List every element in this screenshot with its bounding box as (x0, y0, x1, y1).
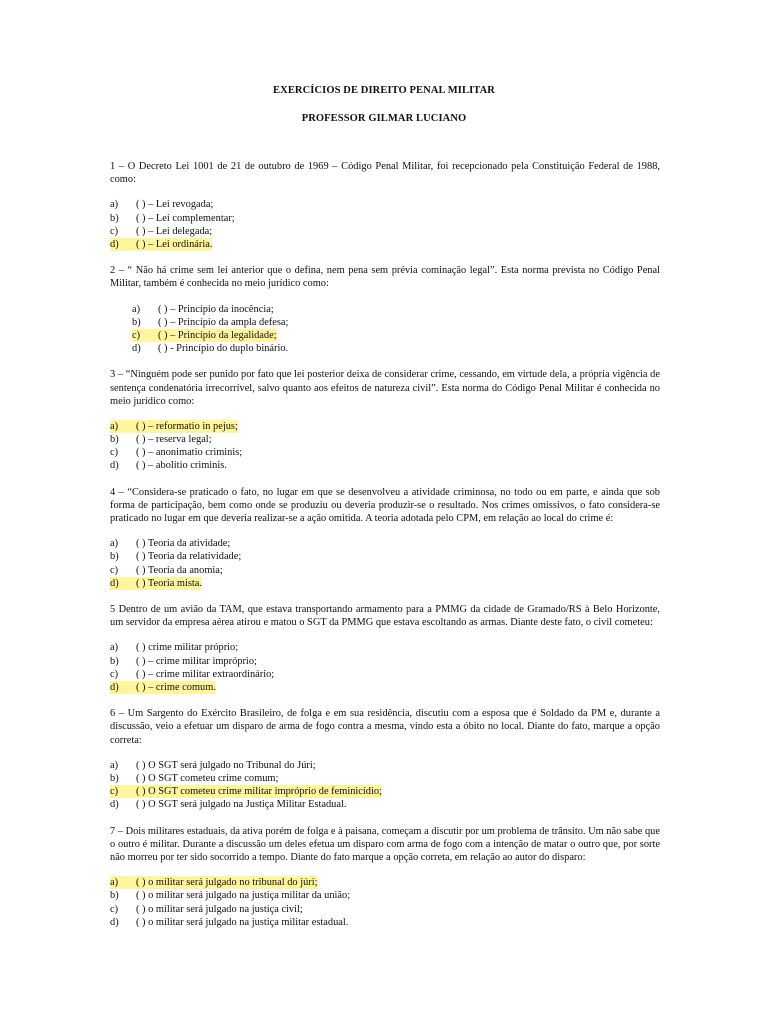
option-text: ( ) – abolitio criminis. (136, 460, 227, 472)
option-text: ( ) o militar será julgado na justiça militar estadual. (136, 916, 349, 928)
option-d[interactable] (132, 342, 660, 355)
option-text: ( ) o militar será julgado na justiça militar da união; (136, 890, 351, 902)
option-list (110, 641, 660, 694)
option-letter: d) (110, 577, 136, 590)
option-d[interactable] (110, 916, 660, 929)
option-letter: b) (110, 772, 119, 784)
option-letter: c) (110, 785, 136, 798)
option-text: ( ) O SGT será julgado no Tribunal do Júri; (136, 759, 316, 771)
option-a[interactable] (110, 537, 660, 550)
option-a[interactable] (132, 303, 660, 316)
option-d-highlighted[interactable] (110, 681, 660, 694)
option-b[interactable] (110, 433, 660, 446)
option-letter: d) (110, 799, 119, 811)
option-c[interactable] (110, 225, 660, 238)
option-b[interactable] (110, 889, 660, 902)
option-letter: b) (110, 212, 119, 224)
option-a[interactable] (110, 759, 660, 772)
option-text: ( ) – crime militar impróprio; (136, 655, 257, 667)
option-letter: a) (110, 759, 119, 771)
option-letter: d) (110, 460, 119, 472)
option-text: ( ) O SGT cometeu crime militar impróprio de feminicídio; (136, 786, 382, 798)
option-text: ( ) Teoria mista. (136, 577, 203, 589)
option-letter: c) (110, 903, 119, 915)
option-text: ( ) – Lei complementar; (136, 212, 235, 224)
option-letter: c) (110, 564, 119, 576)
questions-list (110, 160, 660, 942)
document-subtitle: PROFESSOR GILMAR LUCIANO (301, 113, 467, 124)
option-text: ( ) – Lei ordinária. (136, 238, 213, 250)
option-text: ( ) – Princípio da ampla defesa; (158, 316, 289, 328)
option-c-highlighted[interactable] (110, 785, 660, 798)
question-5 (110, 603, 660, 694)
option-c[interactable] (110, 668, 660, 681)
option-d[interactable] (110, 459, 660, 472)
option-letter: c) (110, 447, 119, 459)
option-letter: a) (110, 420, 136, 433)
option-d-highlighted[interactable] (110, 577, 660, 590)
option-b[interactable] (132, 316, 660, 329)
option-b[interactable] (110, 655, 660, 668)
option-letter: a) (110, 642, 119, 654)
option-text: ( ) o militar será julgado na justiça civil; (136, 903, 303, 915)
question-4 (110, 486, 660, 590)
option-letter: b) (110, 890, 119, 902)
question-text: 1 – O Decreto Lei 1001 de 21 de outubro de 1969 – Código Penal Militar, foi recepcionado pela Constituição Federal de 1988, como: (110, 161, 660, 186)
option-list (110, 876, 660, 929)
question-6 (110, 707, 660, 811)
option-text: ( ) – anonimatio criminis; (136, 447, 243, 459)
option-a-highlighted[interactable] (110, 876, 660, 889)
option-c[interactable] (110, 564, 660, 577)
option-c-highlighted[interactable] (132, 329, 660, 342)
option-letter: d) (110, 681, 136, 694)
option-text: ( ) O SGT será julgado na Justiça Militar Estadual. (136, 799, 347, 811)
option-list (110, 537, 660, 590)
question-text: 3 – “Ninguém pode ser punido por fato que lei posterior deixa de considerar crime, cessando, em virtude dela, a própria vigência de sentença condenatória irrecorrível, salvo quanto aos efeitos de natureza civil”. Esta norma do Código Penal Militar é conhecida no meio jurídico como: (110, 369, 660, 407)
option-letter: d) (132, 343, 141, 355)
document-title: EXERCÍCIOS DE DIREITO PENAL MILITAR (273, 85, 495, 96)
option-letter: a) (110, 538, 119, 550)
option-letter: b) (110, 655, 119, 667)
option-text: ( ) – Lei delegada; (136, 225, 213, 237)
option-d[interactable] (110, 798, 660, 811)
option-text: ( ) O SGT cometeu crime comum; (136, 772, 279, 784)
option-b[interactable] (110, 212, 660, 225)
option-letter: d) (110, 238, 136, 251)
question-3 (110, 368, 660, 472)
option-text: ( ) – crime militar extraordinário; (136, 668, 275, 680)
question-2 (110, 264, 660, 355)
option-text: ( ) Teoria da atividade; (136, 538, 231, 550)
question-7 (110, 825, 660, 929)
question-1 (110, 160, 660, 251)
option-text: ( ) – Princípio da legalidade; (158, 329, 277, 341)
option-letter: c) (110, 668, 119, 680)
option-text: ( ) Teoria da anomia; (136, 564, 223, 576)
option-letter: a) (110, 876, 136, 889)
option-letter: a) (110, 199, 119, 211)
option-letter: a) (132, 303, 141, 315)
option-letter: c) (110, 225, 119, 237)
option-a[interactable] (110, 198, 660, 211)
option-text: ( ) – Lei revogada; (136, 199, 214, 211)
option-letter: d) (110, 916, 119, 928)
option-c[interactable] (110, 446, 660, 459)
option-list (110, 303, 660, 356)
option-list (110, 420, 660, 473)
option-text: ( ) - Princípio do duplo binário. (158, 343, 289, 355)
option-list (110, 198, 660, 251)
option-letter: b) (132, 316, 141, 328)
question-text: 7 – Dois militares estaduais, da ativa porém de folga e à paisana, começam a discutir por um problema de trânsito. Um não sabe que o outro é militar. Durante a discussão um deles efetua um disparo com arma de fogo com a intenção de matar o outro que, por sorte não morreu por ter sido socorrido a tempo. Diante do fato marque a opção correta, em relação ao autor do disparo: (110, 825, 660, 863)
option-b[interactable] (110, 550, 660, 563)
option-text: ( ) – crime comum. (136, 682, 216, 693)
option-c[interactable] (110, 903, 660, 916)
option-text: ( ) o militar será julgado no tribunal do júri; (136, 877, 318, 889)
option-d-highlighted[interactable] (110, 238, 660, 251)
option-a[interactable] (110, 641, 660, 654)
option-a-highlighted[interactable] (110, 420, 660, 433)
question-text: 4 – “Considera-se praticado o fato, no lugar em que se desenvolveu a atividade criminosa, no todo ou em parte, e ainda que sob forma de participação, bem como onde se produziu ou deveria produzir-se o resultado. Nos crimes omissivos, o fato considera-se praticado no lugar em que deveria realizar-se a ação omitida. A teoria adotada pelo CPM, em relação ao local do crime é: (110, 486, 660, 525)
option-text: ( ) – reserva legal; (136, 434, 212, 446)
option-b[interactable] (110, 772, 660, 785)
option-text: ( ) – reformatio in pejus; (136, 420, 238, 432)
option-letter: b) (110, 551, 119, 563)
option-list (110, 759, 660, 812)
question-text: 2 – “ Não há crime sem lei anterior que o defina, nem pena sem prévia cominação legal”. Esta norma prevista no Código Penal Militar, também é conhecida no meio jurídico como: (110, 265, 660, 290)
option-text: ( ) Teoria da relatividade; (136, 551, 242, 563)
option-text: ( ) – Princípio da inocência; (158, 303, 274, 315)
question-text: 6 – Um Sargento do Exército Brasileiro, de folga e em sua residência, discutiu com a esposa que é Soldado da PM e, durante a discussão, veio a efetuar um disparo de arma de fogo contra a mesma, vindo esta a óbito no local. Diante do fato, marque a opção correta: (110, 708, 660, 746)
option-letter: c) (132, 329, 158, 342)
option-letter: b) (110, 434, 119, 446)
option-text: ( ) crime militar próprio; (136, 642, 239, 654)
question-text: 5 Dentro de um avião da TAM, que estava transportando armamento para a PMMG da cidade de Gramado/RS à Belo Horizonte, um servidor da empresa aérea atirou e matou o SGT da PMMG que estava escoltando as armas. Diante deste fato, o civil cometeu: (110, 604, 660, 629)
